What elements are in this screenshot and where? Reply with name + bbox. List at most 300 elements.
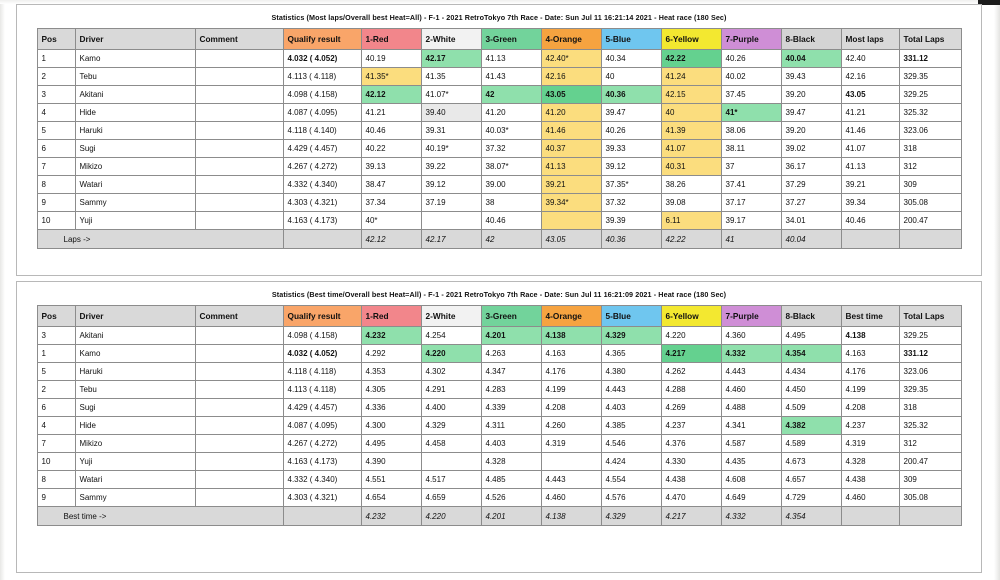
footer-lane-value: 43.05 — [541, 230, 601, 249]
cell-lane-time: 4.311 — [481, 417, 541, 435]
cell-lane-time: 4.390 — [361, 453, 421, 471]
table-row — [37, 86, 961, 104]
footer-label: Laps -> — [37, 230, 283, 249]
column-header[interactable]: Comment — [195, 29, 283, 50]
cell-lane-time: 4.232 — [361, 327, 421, 345]
table-row — [37, 194, 961, 212]
cell-lane-time: 4.199 — [541, 381, 601, 399]
cell-lane-time: 4.300 — [361, 417, 421, 435]
cell-lane-time: 40.04 — [781, 50, 841, 68]
cell-lane-time: 4.403 — [481, 435, 541, 453]
cell-total-laps: 305.08 — [899, 489, 961, 507]
cell-qualify-result: 4.098 ( 4.158) — [283, 327, 361, 345]
cell-summary-primary: 39.34 — [841, 194, 899, 212]
cell-lane-time: 4.673 — [781, 453, 841, 471]
table-row — [37, 122, 961, 140]
cell-lane-time: 39.22 — [421, 158, 481, 176]
cell-lane-time: 39.02 — [781, 140, 841, 158]
cell-lane-time: 40.02 — [721, 68, 781, 86]
table-footer-row — [37, 230, 961, 249]
column-header[interactable]: Driver — [75, 29, 195, 50]
cell-qualify-result: 4.087 ( 4.095) — [283, 104, 361, 122]
cell-position: 3 — [37, 86, 75, 104]
cell-driver: Mikizo — [75, 158, 195, 176]
cell-lane-time: 4.576 — [601, 489, 661, 507]
cell-lane-time: 39.13 — [361, 158, 421, 176]
footer-blank — [841, 230, 899, 249]
table-row — [37, 471, 961, 489]
cell-comment — [195, 399, 283, 417]
cell-lane-time: 37 — [721, 158, 781, 176]
cell-lane-time: 39.00 — [481, 176, 541, 194]
table-header — [37, 29, 961, 50]
cell-driver: Haruki — [75, 363, 195, 381]
footer-blank — [841, 507, 899, 526]
column-header[interactable]: 7-Purple — [721, 29, 781, 50]
table-row — [37, 489, 961, 507]
cell-qualify-result: 4.303 ( 4.321) — [283, 489, 361, 507]
cell-lane-time: 39.20 — [781, 122, 841, 140]
cell-lane-time: 4.385 — [601, 417, 661, 435]
column-header[interactable]: 7-Purple — [721, 306, 781, 327]
cell-lane-time: 4.382 — [781, 417, 841, 435]
cell-lane-time: 38.11 — [721, 140, 781, 158]
cell-lane-time: 4.237 — [661, 417, 721, 435]
cell-lane-time: 4.291 — [421, 381, 481, 399]
cell-position: 5 — [37, 122, 75, 140]
table-row — [37, 435, 961, 453]
cell-lane-time: 38 — [481, 194, 541, 212]
cell-position: 8 — [37, 176, 75, 194]
cell-qualify-result: 4.267 ( 4.272) — [283, 435, 361, 453]
header-row — [37, 29, 961, 50]
cell-summary-primary: 4.138 — [841, 327, 899, 345]
cell-total-laps: 312 — [899, 158, 961, 176]
column-header[interactable]: 6-Yellow — [661, 306, 721, 327]
cell-total-laps: 325.32 — [899, 417, 961, 435]
cell-comment — [195, 453, 283, 471]
cell-lane-time — [541, 453, 601, 471]
cell-total-laps: 331.12 — [899, 345, 961, 363]
cell-lane-time: 41.13 — [481, 50, 541, 68]
cell-lane-time: 42.16 — [541, 68, 601, 86]
cell-lane-time: 41.46 — [541, 122, 601, 140]
cell-driver: Mikizo — [75, 435, 195, 453]
cell-lane-time: 42.17 — [421, 50, 481, 68]
cell-lane-time: 41.39 — [661, 122, 721, 140]
cell-position: 6 — [37, 399, 75, 417]
cell-lane-time: 41.20 — [541, 104, 601, 122]
footer-lane-value: 41 — [721, 230, 781, 249]
footer-lane-value: 42 — [481, 230, 541, 249]
cell-lane-time: 4.330 — [661, 453, 721, 471]
cell-lane-time: 41.35* — [361, 68, 421, 86]
cell-qualify-result: 4.118 ( 4.140) — [283, 122, 361, 140]
cell-lane-time: 4.262 — [661, 363, 721, 381]
cell-lane-time: 4.380 — [601, 363, 661, 381]
column-header[interactable]: 6-Yellow — [661, 29, 721, 50]
cell-lane-time: 4.649 — [721, 489, 781, 507]
cell-driver: Sammy — [75, 194, 195, 212]
cell-total-laps: 323.06 — [899, 363, 961, 381]
column-header[interactable]: Best time — [841, 306, 899, 327]
cell-summary-primary: 41.21 — [841, 104, 899, 122]
cell-lane-time: 4.354 — [781, 345, 841, 363]
column-header[interactable]: 8-Black — [781, 29, 841, 50]
cell-lane-time: 4.220 — [421, 345, 481, 363]
cell-summary-primary: 42.16 — [841, 68, 899, 86]
cell-total-laps: 309 — [899, 176, 961, 194]
cell-lane-time: 4.400 — [421, 399, 481, 417]
cell-comment — [195, 327, 283, 345]
cell-lane-time: 39.34* — [541, 194, 601, 212]
table-row — [37, 104, 961, 122]
cell-lane-time: 4.657 — [781, 471, 841, 489]
column-header[interactable]: Qualify result — [283, 306, 361, 327]
cell-driver: Watari — [75, 176, 195, 194]
cell-lane-time: 4.495 — [361, 435, 421, 453]
footer-lane-value: 42.12 — [361, 230, 421, 249]
cell-lane-time: 36.17 — [781, 158, 841, 176]
cell-lane-time: 4.254 — [421, 327, 481, 345]
cell-comment — [195, 176, 283, 194]
footer-lane-value: 4.220 — [421, 507, 481, 526]
cell-lane-time: 4.654 — [361, 489, 421, 507]
cell-lane-time: 40.26 — [601, 122, 661, 140]
cell-total-laps: 200.47 — [899, 453, 961, 471]
cell-lane-time: 4.292 — [361, 345, 421, 363]
column-header[interactable]: 8-Black — [781, 306, 841, 327]
cell-total-laps: 305.08 — [899, 194, 961, 212]
cell-lane-time: 4.435 — [721, 453, 781, 471]
cell-driver: Tebu — [75, 68, 195, 86]
cell-lane-time: 4.485 — [481, 471, 541, 489]
footer-blank — [283, 507, 361, 526]
column-header[interactable]: Qualify result — [283, 29, 361, 50]
cell-total-laps: 309 — [899, 471, 961, 489]
cell-summary-primary: 41.46 — [841, 122, 899, 140]
cell-driver: Hide — [75, 417, 195, 435]
cell-lane-time: 39.17 — [721, 212, 781, 230]
cell-comment — [195, 435, 283, 453]
cell-qualify-result: 4.332 ( 4.340) — [283, 176, 361, 194]
table-row — [37, 140, 961, 158]
cell-lane-time: 4.305 — [361, 381, 421, 399]
cell-total-laps: 329.35 — [899, 381, 961, 399]
column-header[interactable]: 5-Blue — [601, 29, 661, 50]
cell-lane-time: 4.458 — [421, 435, 481, 453]
cell-qualify-result: 4.429 ( 4.457) — [283, 140, 361, 158]
cell-qualify-result: 4.163 ( 4.173) — [283, 212, 361, 230]
table-footer-row — [37, 507, 961, 526]
cell-lane-time: 41.24 — [661, 68, 721, 86]
cell-lane-time: 39.47 — [781, 104, 841, 122]
cell-lane-time: 4.608 — [721, 471, 781, 489]
cell-lane-time: 4.495 — [781, 327, 841, 345]
cell-summary-primary: 4.328 — [841, 453, 899, 471]
footer-blank — [283, 230, 361, 249]
cell-driver: Sugi — [75, 140, 195, 158]
cell-comment — [195, 381, 283, 399]
table-row — [37, 345, 961, 363]
cell-summary-primary: 4.237 — [841, 417, 899, 435]
cell-lane-time: 4.729 — [781, 489, 841, 507]
cell-lane-time: 4.138 — [541, 327, 601, 345]
cell-driver: Hide — [75, 104, 195, 122]
cell-total-laps: 331.12 — [899, 50, 961, 68]
cell-position: 2 — [37, 68, 75, 86]
column-header[interactable]: 3-Green — [481, 29, 541, 50]
cell-lane-time: 4.443 — [601, 381, 661, 399]
table-row — [37, 381, 961, 399]
cell-driver: Kamo — [75, 50, 195, 68]
cell-summary-primary: 43.05 — [841, 86, 899, 104]
cell-total-laps: 329.25 — [899, 86, 961, 104]
cell-lane-time: 39.12 — [421, 176, 481, 194]
cell-comment — [195, 86, 283, 104]
table-row — [37, 327, 961, 345]
column-header[interactable]: 2-White — [421, 306, 481, 327]
cell-comment — [195, 471, 283, 489]
cell-lane-time: 42.40* — [541, 50, 601, 68]
table-row — [37, 68, 961, 86]
footer-blank — [899, 230, 961, 249]
cell-lane-time: 41.07 — [661, 140, 721, 158]
cell-comment — [195, 212, 283, 230]
cell-comment — [195, 104, 283, 122]
cell-lane-time: 4.288 — [661, 381, 721, 399]
block-title: Statistics (Most laps/Overall best Heat=All) - F-1 - 2021 RetroTokyo 7th Race - Date: Sun Jul 11 16:21:14 2021 - Heat race (180 Sec) — [271, 13, 727, 22]
cell-position: 9 — [37, 489, 75, 507]
cell-lane-time: 4.587 — [721, 435, 781, 453]
cell-lane-time: 40.37 — [541, 140, 601, 158]
cell-position: 10 — [37, 212, 75, 230]
cell-lane-time: 4.434 — [781, 363, 841, 381]
column-header[interactable]: Pos — [37, 306, 75, 327]
statistics-table-most-laps — [37, 28, 962, 249]
cell-lane-time: 4.376 — [661, 435, 721, 453]
cell-driver: Tebu — [75, 381, 195, 399]
footer-lane-value: 4.201 — [481, 507, 541, 526]
cell-qualify-result: 4.032 ( 4.052) — [283, 345, 361, 363]
cell-lane-time: 42.22 — [661, 50, 721, 68]
cell-lane-time: 39.21 — [541, 176, 601, 194]
table-row — [37, 399, 961, 417]
column-header[interactable]: 3-Green — [481, 306, 541, 327]
cell-summary-primary: 4.208 — [841, 399, 899, 417]
cell-total-laps: 323.06 — [899, 122, 961, 140]
cell-position: 1 — [37, 50, 75, 68]
column-header[interactable]: Total Laps — [899, 306, 961, 327]
cell-lane-time: 4.339 — [481, 399, 541, 417]
footer-lane-value: 40.36 — [601, 230, 661, 249]
cell-summary-primary: 4.176 — [841, 363, 899, 381]
cell-lane-time: 4.517 — [421, 471, 481, 489]
cell-lane-time: 37.17 — [721, 194, 781, 212]
cell-lane-time: 4.526 — [481, 489, 541, 507]
column-header[interactable]: Most laps — [841, 29, 899, 50]
cell-lane-time: 39.43 — [781, 68, 841, 86]
cell-lane-time: 41.21 — [361, 104, 421, 122]
cell-qualify-result: 4.032 ( 4.052) — [283, 50, 361, 68]
block-title: Statistics (Best time/Overall best Heat=All) - F-1 - 2021 RetroTokyo 7th Race - Date: Sun Jul 11 16:21:09 2021 - Heat race (180 Sec) — [271, 290, 727, 299]
cell-lane-time: 4.360 — [721, 327, 781, 345]
column-header[interactable]: Comment — [195, 306, 283, 327]
cell-total-laps: 318 — [899, 399, 961, 417]
cell-lane-time: 40.36 — [601, 86, 661, 104]
cell-lane-time: 40.22 — [361, 140, 421, 158]
cell-comment — [195, 68, 283, 86]
cell-total-laps: 318 — [899, 140, 961, 158]
cell-comment — [195, 194, 283, 212]
cell-lane-time: 34.01 — [781, 212, 841, 230]
footer-lane-value: 40.04 — [781, 230, 841, 249]
cell-lane-time: 4.509 — [781, 399, 841, 417]
column-header[interactable]: 1-Red — [361, 29, 421, 50]
cell-lane-time: 40.46 — [481, 212, 541, 230]
cell-lane-time: 4.319 — [541, 435, 601, 453]
cell-lane-time: 37.29 — [781, 176, 841, 194]
cell-lane-time: 37.19 — [421, 194, 481, 212]
cell-lane-time: 37.27 — [781, 194, 841, 212]
cell-lane-time: 4.217 — [661, 345, 721, 363]
table-row — [37, 417, 961, 435]
cell-lane-time: 41.13 — [541, 158, 601, 176]
cell-qualify-result: 4.429 ( 4.457) — [283, 399, 361, 417]
column-header[interactable]: 4-Orange — [541, 306, 601, 327]
footer-lane-value: 4.138 — [541, 507, 601, 526]
cell-total-laps: 329.35 — [899, 68, 961, 86]
cell-lane-time: 38.06 — [721, 122, 781, 140]
table-row — [37, 363, 961, 381]
cell-lane-time: 6.11 — [661, 212, 721, 230]
column-header[interactable]: 1-Red — [361, 306, 421, 327]
cell-qualify-result: 4.332 ( 4.340) — [283, 471, 361, 489]
column-header[interactable]: 4-Orange — [541, 29, 601, 50]
cell-lane-time: 42.15 — [661, 86, 721, 104]
cell-lane-time: 4.336 — [361, 399, 421, 417]
cell-lane-time: 40.03* — [481, 122, 541, 140]
cell-lane-time: 4.546 — [601, 435, 661, 453]
cell-lane-time: 4.263 — [481, 345, 541, 363]
cell-summary-primary: 4.438 — [841, 471, 899, 489]
cell-lane-time: 37.41 — [721, 176, 781, 194]
cell-lane-time: 4.163 — [541, 345, 601, 363]
cell-lane-time: 41.20 — [481, 104, 541, 122]
cell-position: 4 — [37, 417, 75, 435]
cell-position: 8 — [37, 471, 75, 489]
cell-comment — [195, 122, 283, 140]
footer-lane-value: 42.22 — [661, 230, 721, 249]
cell-driver: Yuji — [75, 212, 195, 230]
cell-lane-time: 4.329 — [421, 417, 481, 435]
cell-lane-time: 4.450 — [781, 381, 841, 399]
statistics-block-most-laps — [16, 4, 982, 276]
cell-lane-time: 40* — [361, 212, 421, 230]
table-row — [37, 50, 961, 68]
cell-lane-time: 4.208 — [541, 399, 601, 417]
cell-position: 1 — [37, 345, 75, 363]
cell-summary-primary: 4.199 — [841, 381, 899, 399]
cell-lane-time: 39.20 — [781, 86, 841, 104]
cell-summary-primary: 42.40 — [841, 50, 899, 68]
cell-lane-time: 4.302 — [421, 363, 481, 381]
cell-lane-time: 4.488 — [721, 399, 781, 417]
cell-lane-time: 4.589 — [781, 435, 841, 453]
cell-lane-time: 4.329 — [601, 327, 661, 345]
cell-driver: Watari — [75, 471, 195, 489]
cell-position: 4 — [37, 104, 75, 122]
cell-lane-time: 4.443 — [721, 363, 781, 381]
scan-edge-left — [0, 0, 5, 580]
column-header[interactable]: 2-White — [421, 29, 481, 50]
cell-position: 7 — [37, 435, 75, 453]
cell-lane-time: 37.45 — [721, 86, 781, 104]
column-header[interactable]: Pos — [37, 29, 75, 50]
cell-lane-time: 38.47 — [361, 176, 421, 194]
cell-lane-time: 4.260 — [541, 417, 601, 435]
cell-lane-time: 40.19* — [421, 140, 481, 158]
cell-position: 2 — [37, 381, 75, 399]
cell-lane-time: 4.470 — [661, 489, 721, 507]
footer-lane-value: 4.232 — [361, 507, 421, 526]
cell-lane-time: 4.353 — [361, 363, 421, 381]
cell-lane-time: 41* — [721, 104, 781, 122]
cell-lane-time: 41.07* — [421, 86, 481, 104]
cell-qualify-result: 4.087 ( 4.095) — [283, 417, 361, 435]
cell-qualify-result: 4.098 ( 4.158) — [283, 86, 361, 104]
scan-edge-right — [994, 0, 1000, 580]
cell-lane-time — [541, 212, 601, 230]
table-row — [37, 212, 961, 230]
cell-qualify-result: 4.163 ( 4.173) — [283, 453, 361, 471]
column-header[interactable]: Driver — [75, 306, 195, 327]
cell-comment — [195, 489, 283, 507]
cell-lane-time: 41.35 — [421, 68, 481, 86]
column-header[interactable]: Total Laps — [899, 29, 961, 50]
statistics-table-best-time — [37, 305, 962, 526]
cell-lane-time: 4.554 — [601, 471, 661, 489]
cell-lane-time: 37.32 — [481, 140, 541, 158]
cell-lane-time: 40.46 — [361, 122, 421, 140]
cell-lane-time: 40.19 — [361, 50, 421, 68]
cell-lane-time: 39.31 — [421, 122, 481, 140]
footer-label: Best time -> — [37, 507, 283, 526]
cell-summary-primary: 41.07 — [841, 140, 899, 158]
cell-lane-time: 38.07* — [481, 158, 541, 176]
cell-lane-time: 37.35* — [601, 176, 661, 194]
header-row — [37, 306, 961, 327]
cell-lane-time: 42 — [481, 86, 541, 104]
cell-summary-primary: 41.13 — [841, 158, 899, 176]
cell-lane-time — [421, 453, 481, 471]
cell-summary-primary: 4.319 — [841, 435, 899, 453]
cell-driver: Sammy — [75, 489, 195, 507]
cell-lane-time: 4.443 — [541, 471, 601, 489]
cell-lane-time: 37.34 — [361, 194, 421, 212]
cell-lane-time: 4.332 — [721, 345, 781, 363]
cell-driver: Yuji — [75, 453, 195, 471]
cell-driver: Sugi — [75, 399, 195, 417]
cell-summary-primary: 4.163 — [841, 345, 899, 363]
cell-driver: Haruki — [75, 122, 195, 140]
column-header[interactable]: 5-Blue — [601, 306, 661, 327]
cell-lane-time: 43.05 — [541, 86, 601, 104]
footer-lane-value: 4.332 — [721, 507, 781, 526]
cell-total-laps: 200.47 — [899, 212, 961, 230]
cell-lane-time: 4.176 — [541, 363, 601, 381]
cell-comment — [195, 50, 283, 68]
